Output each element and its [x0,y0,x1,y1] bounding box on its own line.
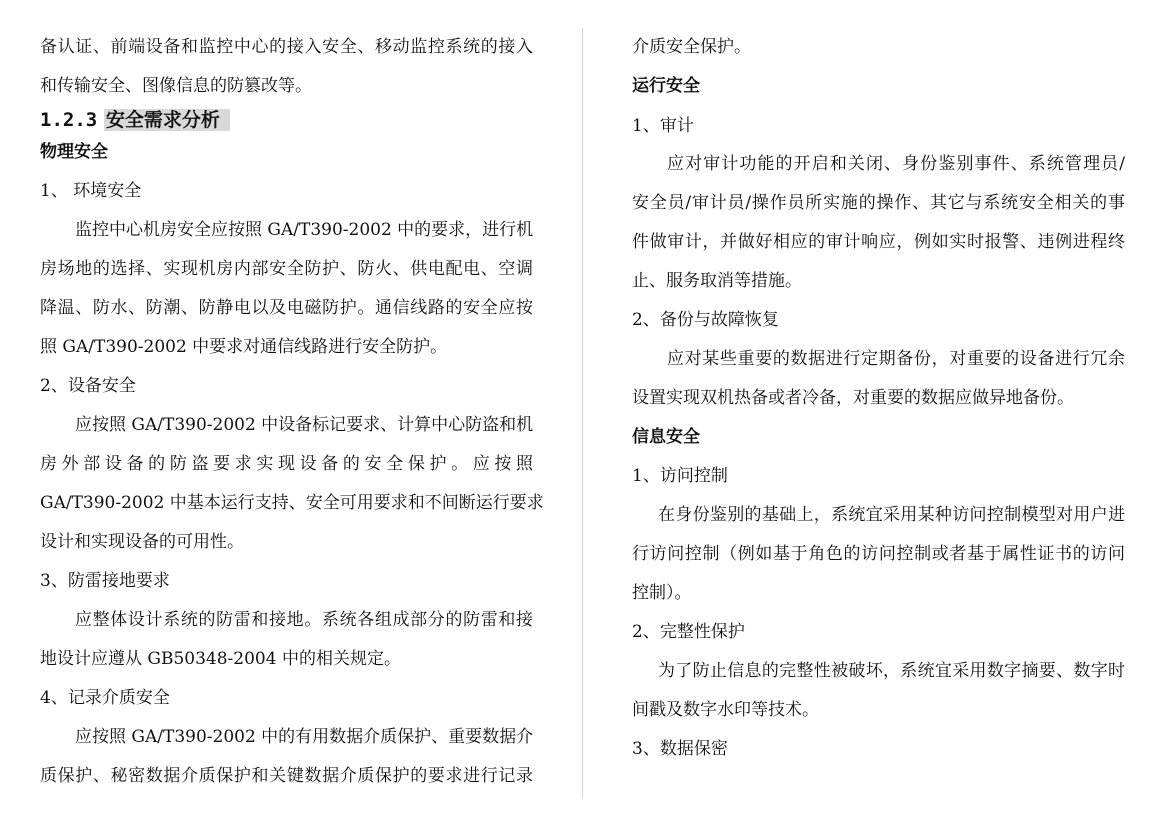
paragraph-line: 设置实现双机热备或者冷备，对重要的数据应做异地备份。 [632,388,1074,408]
paragraph-line: 应对某些重要的数据进行定期备份，对重要的设备进行冗余 [667,349,1125,369]
section-number: 1.2.3 [40,109,98,131]
section-title: 安全需求分析 [104,109,230,131]
paragraph-line: 质保护、秘密数据介质保护和关键数据介质保护的要求进行记录 [40,766,533,786]
item-heading: 3、数据保密 [632,739,728,759]
paragraph-line: 地设计应遵从 GB50348-2004 中的相关规定。 [40,649,401,669]
paragraph-line: 降温、防水、防潮、防静电以及电磁防护。通信线路的安全应按 [40,298,533,318]
column-divider [582,28,583,798]
text-line: 备认证、前端设备和监控中心的接入安全、移动监控系统的接入 [40,37,533,57]
paragraph-line: 为了防止信息的完整性被破坏，系统宜采用数字摘要、数字时 [658,661,1125,681]
paragraph-line: 监控中心机房安全应按照 GA/T390-2002 中的要求，进行机 [75,220,534,240]
item-heading: 4、记录介质安全 [40,688,170,708]
paragraph-line: 控制）。 [632,583,692,603]
text-line: 和传输安全、图像信息的防篡改等。 [40,76,312,96]
paragraph-line: GA/T390-2002 中基本运行支持、安全可用要求和不间断运行要求 [40,493,544,513]
paragraph-line: 止、服务取消等措施。 [632,271,802,291]
paragraph-line: 行访问控制（例如基于角色的访问控制或者基于属性证书的访问 [632,544,1125,564]
paragraph-line: 照 GA/T390-2002 中要求对通信线路进行安全防护。 [40,337,448,357]
item-heading: 1、 环境安全 [40,181,142,201]
item-heading: 3、防雷接地要求 [40,571,170,591]
item-heading: 2、完整性保护 [632,622,745,642]
item-heading: 1、审计 [632,116,694,136]
paragraph-line: 房外部设备的防盗要求实现设备的安全保护。应按照 [40,454,533,474]
paragraph-line: 应整体设计系统的防雷和接地。系统各组成部分的防雷和接 [75,610,533,630]
text-line: 介质安全保护。 [632,37,751,57]
paragraph-line: 设计和实现设备的可用性。 [40,532,244,552]
paragraph-line: 间戳及数字水印等技术。 [632,700,819,720]
item-heading: 2、备份与故障恢复 [632,310,779,330]
subsection-title-physical: 物理安全 [40,142,108,162]
paragraph-line: 安全员/审计员/操作员所实施的操作、其它与系统安全相关的事 [632,193,1125,213]
item-heading: 1、访问控制 [632,466,728,486]
subsection-title-information: 信息安全 [632,427,700,447]
paragraph-line: 应按照 GA/T390-2002 中的有用数据介质保护、重要数据介 [75,727,534,747]
paragraph-line: 件做审计，并做好相应的审计响应，例如实时报警、违例进程终 [632,232,1125,252]
section-heading [40,108,230,132]
paragraph-line: 在身份鉴别的基础上，系统宜采用某种访问控制模型对用户进 [658,505,1125,525]
paragraph-line: 房场地的选择、实现机房内部安全防护、防火、供电配电、空调 [40,259,533,279]
paragraph-line: 应按照 GA/T390-2002 中设备标记要求、计算中心防盗和机 [75,415,534,435]
paragraph-line: 应对审计功能的开启和关闭、身份鉴别事件、系统管理员/ [667,154,1125,174]
subsection-title-operations: 运行安全 [632,76,700,96]
item-heading: 2、设备安全 [40,376,136,396]
